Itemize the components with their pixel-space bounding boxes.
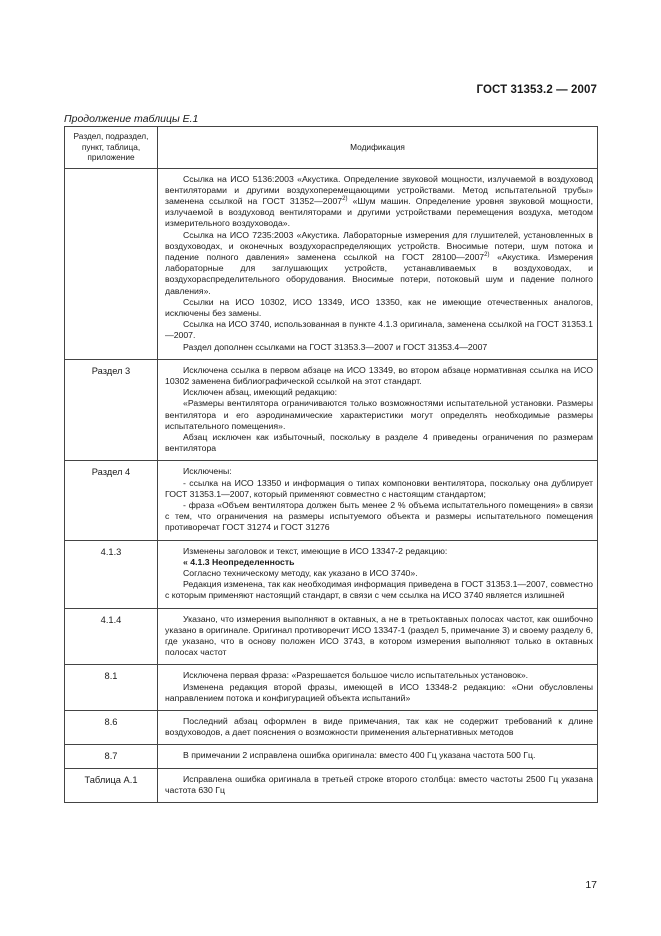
paragraph: Абзац исключен как избыточный, поскольку в разделе 4 приведены ограничения по размерам вентилятора <box>165 431 593 454</box>
paragraph: Исправлена ошибка оригинала в третьей строке второго столбца: вместо частоты 2500 Гц указана частота 630 Гц <box>165 773 593 795</box>
modification-cell <box>158 745 598 768</box>
modification-cell <box>158 168 598 359</box>
paragraph: - фраза «Объем вентилятора должен быть менее 2 % объема испытательного помещения» в связи с тем, что ограничения на размеры испытуемого объекта и размеры испытательного помещения противоречат ГОСТ 31274 и ГОСТ 31276 <box>165 499 593 533</box>
paragraph: Последний абзац оформлен в виде примечания, так как не содержит требований к длине воздуховодов, а дает пояснения о возможности применения альтернативных методов <box>165 716 593 738</box>
paragraph: Ссылка на ИСО 7235:2003 «Акустика. Лабораторные измерения для глушителей, установленных в воздуховодах, и оконечных воздухораспределяющих устройств. Вносимые потери, шум потока и падение полного давления» заменена ссылкой на ГОСТ 28100—2007$^{2)}$ «Акустика. Измерения лабораторные для заглушающих устройств, устанавливаемых в воздуховодах, и воздухораспределительного оборудования. Вносимые потери, потоковый шум и падение полного давления». <box>165 229 593 296</box>
paragraph: Ссылка на ИСО 5136:2003 «Акустика. Определение звуковой мощности, излучаемой в воздуховод вентиляторами и другими воздухоперемещающими устройствами. Метод испытательной трубы» заменена ссылкой на ГОСТ 31352—2007$^{2)}$ «Шум машин. Определение уровня звуковой мощности, излучаемой в воздуховод вентиляторами и другими устройствами перемещения воздуха, методом измерительного воздуховода». <box>165 173 593 229</box>
table-row <box>65 711 598 745</box>
modification-cell <box>158 461 598 540</box>
section-cell: 8.7 <box>65 745 158 768</box>
paragraph: Ссылка на ИСО 3740, использованная в пункте 4.1.3 оригинала, заменена ссылкой на ГОСТ 31353.1—2007. <box>165 319 593 341</box>
table-row <box>65 665 598 711</box>
paragraph: В примечании 2 исправлена ошибка оригинала: вместо 400 Гц указана частота 500 Гц. <box>183 750 536 761</box>
footnote-mark: 2) <box>484 252 490 259</box>
table-row <box>65 461 598 540</box>
section-cell: 8.6 <box>65 711 158 745</box>
section-cell: 8.1 <box>65 665 158 711</box>
paragraph: Раздел дополнен ссылками на ГОСТ 31353.3—2007 и ГОСТ 31353.4—2007 <box>183 341 488 352</box>
paragraph: Изменены заголовок и текст, имеющие в ИСО 13347-2 редакцию: <box>183 545 448 556</box>
table-row <box>65 745 598 768</box>
page-number: 17 <box>585 879 597 891</box>
table-row <box>65 768 598 802</box>
paragraph: Указано, что измерения выполняют в октавных, а не в третьоктавных полосах частот, как ошибочно указано в оригинале. Оригинал противоречит ИСО 13347-1 (раздел 5, примечание 3) и своему разделу 6, где указано, что в основу положен ИСО 3743, в котором измерения выполняют только в октавных полосах частот <box>165 613 593 658</box>
modification-cell <box>158 540 598 608</box>
paragraph: Исключена ссылка в первом абзаце на ИСО 13349, во втором абзаце нормативная ссылка на ИСО 10302 заменена библиографической ссылкой на этот стандарт. <box>165 364 593 386</box>
table-row <box>65 168 598 359</box>
paragraph: Исключены: <box>183 466 232 477</box>
section-cell: 4.1.4 <box>65 608 158 665</box>
column-header-section: Раздел, подраздел, пункт, таблица, приложение <box>65 127 158 169</box>
modification-cell <box>158 768 598 802</box>
table-row <box>65 540 598 608</box>
table-row <box>65 359 598 461</box>
paragraph: Изменена редакция второй фразы, имеющей в ИСО 13348-2 редакцию: «Они обусловлены направлением потока и конфигурацией объекта испытаний» <box>165 681 593 703</box>
table-row <box>65 608 598 665</box>
paragraph: Согласно техническому методу, как указано в ИСО 3740». <box>183 568 418 578</box>
paragraph: Редакция изменена, так как необходимая информация приведена в ГОСТ 31353.1—2007, совместно с которым применяют настоящий стандарт, в связи с чем ссылка на ИСО 3740 является излишней <box>165 579 593 601</box>
section-cell: Раздел 3 <box>65 359 158 461</box>
section-cell: Таблица А.1 <box>65 768 158 802</box>
quoted-heading: « 4.1.3 Неопределенность <box>183 556 295 567</box>
paragraph: Исключен абзац, имеющий редакцию: <box>183 387 338 398</box>
document-code: ГОСТ 31353.2 — 2007 <box>476 84 597 96</box>
column-header-modification: Модификация <box>158 127 598 169</box>
paragraph: «Размеры вентилятора ограничиваются только возможностями испытательной установки. Размеры вентилятора и его аэродинамические характеристики могут определять необходимые размеры испытательного помещения». <box>165 398 593 431</box>
modifications-table <box>64 126 598 803</box>
section-cell: 4.1.3 <box>65 540 158 608</box>
modification-cell <box>158 608 598 665</box>
paragraph: Ссылки на ИСО 10302, ИСО 13349, ИСО 13350, как не имеющие отечественных аналогов, исключены без замены. <box>165 296 593 318</box>
footnote-mark: 2) <box>342 196 348 203</box>
paragraph: Исключена первая фраза: «Разрешается большое число испытательных установок». <box>183 670 529 681</box>
table-continuation-caption: Продолжение таблицы Е.1 <box>64 113 199 125</box>
section-cell <box>65 168 158 359</box>
modification-cell <box>158 359 598 461</box>
section-cell: Раздел 4 <box>65 461 158 540</box>
table-header-row <box>65 127 598 169</box>
modification-cell <box>158 665 598 711</box>
paragraph: - ссылка на ИСО 13350 и информация о типах компоновки вентилятора, поскольку она дублирует ГОСТ 31353.1—2007, который применяют совместно с настоящим стандартом; <box>165 477 593 499</box>
modification-cell <box>158 711 598 745</box>
